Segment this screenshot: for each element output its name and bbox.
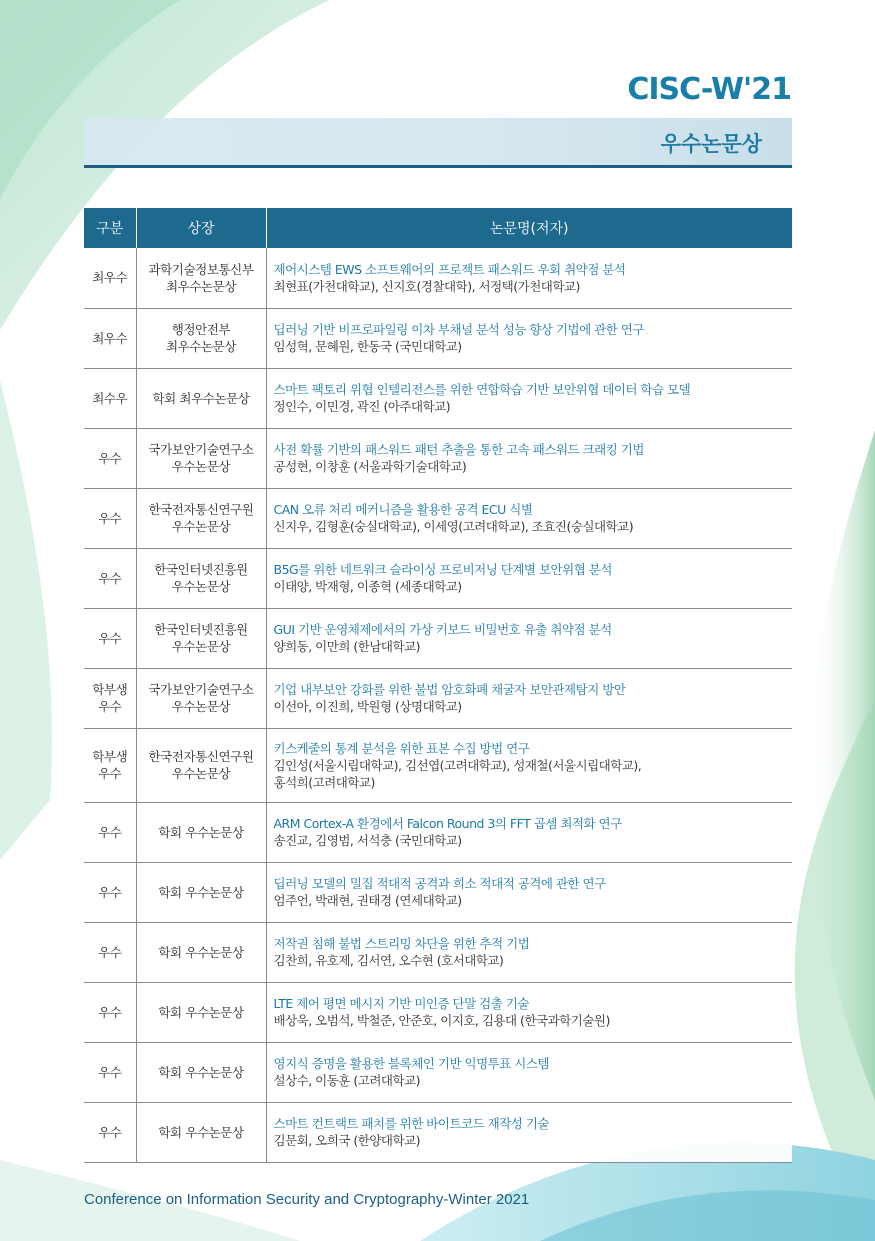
header-category: 구분 — [84, 208, 136, 248]
paper-cell — [266, 862, 792, 922]
table-row — [84, 428, 792, 488]
award-category-cell: 우수 — [84, 862, 136, 922]
award-category-cell: 우수 — [84, 548, 136, 608]
paper-authors: 김문회, 오희국 (한양대학교) — [273, 1133, 420, 1148]
table-row — [84, 802, 792, 862]
award-category-cell: 우수 — [84, 802, 136, 862]
paper-title: GUI 기반 운영체제에서의 가상 키보드 비밀번호 유출 취약점 분석 — [273, 622, 612, 637]
table-header-row — [84, 208, 792, 248]
paper-cell — [266, 428, 792, 488]
paper-title: CAN 오류 처리 메커니즘을 활용한 공격 ECU 식별 — [273, 502, 533, 517]
award-name-cell: 한국전자통신연구원 우수논문상 — [136, 728, 266, 802]
paper-authors: 최현표(가천대학교), 신지호(경찰대학), 서정택(가천대학교) — [273, 278, 580, 294]
paper-cell — [266, 922, 792, 982]
award-name-cell: 학회 최우수논문상 — [136, 368, 266, 428]
table-row — [84, 922, 792, 982]
award-category-cell: 학부생 우수 — [84, 668, 136, 728]
award-name-cell: 학회 우수논문상 — [136, 922, 266, 982]
award-category-cell: 우수 — [84, 428, 136, 488]
paper-cell — [266, 248, 792, 308]
paper-title: 저작권 침해 불법 스트리밍 차단을 위한 추적 기법 — [273, 936, 530, 951]
paper-authors: 신지우, 김형훈(숭실대학교), 이세영(고려대학교), 조효진(숭실대학교) — [273, 519, 634, 534]
paper-authors: 정인수, 이민경, 곽진 (아주대학교) — [273, 399, 451, 414]
paper-authors: 이태양, 박재형, 이종혁 (세종대학교) — [273, 579, 462, 594]
paper-authors: 공성현, 이창훈 (서울과학기술대학교) — [273, 459, 467, 474]
paper-title: B5G를 위한 네트워크 슬라이싱 프로비저닝 단계별 보안위협 분석 — [273, 562, 612, 577]
header-award: 상장 — [136, 208, 266, 248]
table-row — [84, 862, 792, 922]
award-category-cell: 우수 — [84, 982, 136, 1042]
paper-cell — [266, 802, 792, 862]
award-category-cell: 학부생 우수 — [84, 728, 136, 802]
award-category-cell: 우수 — [84, 608, 136, 668]
section-banner — [84, 118, 792, 168]
award-name-cell: 학회 우수논문상 — [136, 802, 266, 862]
award-category-cell: 최우수 — [84, 248, 136, 308]
award-name-cell: 한국전자통신연구원 우수논문상 — [136, 488, 266, 548]
table-row — [84, 488, 792, 548]
award-category-cell: 우수 — [84, 922, 136, 982]
award-name-cell: 한국인터넷진흥원 우수논문상 — [136, 608, 266, 668]
table-row — [84, 548, 792, 608]
award-name-cell: 행정안전부 최우수논문상 — [136, 308, 266, 368]
paper-authors: 배상욱, 오범석, 박철준, 안준호, 이지호, 김용대 (한국과학기술원) — [273, 1013, 610, 1028]
table-row — [84, 608, 792, 668]
award-name-cell: 학회 우수논문상 — [136, 1102, 266, 1162]
table-row — [84, 308, 792, 368]
paper-cell — [266, 368, 792, 428]
table-row — [84, 728, 792, 802]
paper-cell — [266, 488, 792, 548]
awards-table — [84, 208, 792, 1163]
award-name-cell: 학회 우수논문상 — [136, 862, 266, 922]
paper-title: 스마트 컨트랙트 패치를 위한 바이트코드 재작성 기술 — [273, 1116, 549, 1131]
paper-cell — [266, 982, 792, 1042]
paper-authors: 설상수, 이동훈 (고려대학교) — [273, 1073, 420, 1088]
award-category-cell: 우수 — [84, 1042, 136, 1102]
paper-title: 사전 확률 기반의 패스워드 패턴 추출을 통한 고속 패스워드 크래킹 기법 — [273, 442, 644, 457]
paper-authors: 양희동, 이만희 (한남대학교) — [273, 639, 420, 654]
award-name-cell: 과학기술정보통신부 최우수논문상 — [136, 248, 266, 308]
paper-authors: 송진교, 김영범, 서석충 (국민대학교) — [273, 833, 462, 848]
paper-cell — [266, 1042, 792, 1102]
section-title: 우수논문상 — [660, 132, 762, 156]
paper-title: LTE 제어 평면 메시지 기반 미인증 단말 검출 기술 — [273, 996, 529, 1011]
paper-title: ARM Cortex-A 환경에서 Falcon Round 3의 FFT 곱셈 최적화 연구 — [273, 816, 622, 831]
paper-title: 키스케줄의 통계 분석을 위한 표본 수집 방법 연구 — [273, 740, 530, 756]
table-row — [84, 248, 792, 308]
paper-cell — [266, 608, 792, 668]
paper-title: 딥러닝 기반 비프로파일링 이차 부채널 분석 성능 향상 기법에 관한 연구 — [273, 322, 644, 337]
award-name-cell: 학회 우수논문상 — [136, 1042, 266, 1102]
table-row — [84, 1042, 792, 1102]
awards-table-body — [84, 248, 792, 1162]
paper-cell — [266, 668, 792, 728]
paper-cell — [266, 308, 792, 368]
paper-cell — [266, 728, 792, 802]
paper-authors: 김인성(서울시립대학교), 김선엽(고려대학교), 성재철(서울시립대학교), 홍석희(고려대학교) — [273, 757, 642, 790]
award-name-cell: 학회 우수논문상 — [136, 982, 266, 1042]
award-name-cell: 국가보안기술연구소 우수논문상 — [136, 428, 266, 488]
paper-authors: 임성혁, 문혜원, 한동국 (국민대학교) — [273, 339, 462, 354]
paper-authors: 김찬희, 유호제, 김서연, 오수현 (호서대학교) — [273, 953, 504, 968]
paper-cell — [266, 548, 792, 608]
paper-authors: 엄주언, 박래현, 권태경 (연세대학교) — [273, 893, 462, 908]
award-category-cell: 최수우 — [84, 368, 136, 428]
paper-authors: 이선아, 이진희, 박원형 (상명대학교) — [273, 699, 462, 714]
award-category-cell: 최우수 — [84, 308, 136, 368]
award-name-cell: 한국인터넷진흥원 우수논문상 — [136, 548, 266, 608]
header-paper: 논문명(저자) — [266, 208, 792, 248]
table-row — [84, 1102, 792, 1162]
paper-title: 스마트 팩토리 위협 인텔리전스를 위한 연합학습 기반 보안위협 데이터 학습 모델 — [273, 382, 691, 397]
award-name-cell: 국가보안기술연구소 우수논문상 — [136, 668, 266, 728]
paper-title: 제어시스템 EWS 소프트웨어의 프로젝트 패스워드 우회 취약점 분석 — [273, 261, 626, 277]
award-category-cell: 우수 — [84, 1102, 136, 1162]
paper-title: 딥러닝 모델의 밀집 적대적 공격과 희소 적대적 공격에 관한 연구 — [273, 876, 606, 891]
table-row — [84, 982, 792, 1042]
table-row — [84, 368, 792, 428]
paper-cell — [266, 1102, 792, 1162]
paper-title: 영지식 증명을 활용한 블록체인 기반 익명투표 시스템 — [273, 1056, 549, 1071]
footer-text: Conference on Information Security and Cryptography-Winter 2021 — [84, 1191, 530, 1208]
conference-logo: CISC-W'21 — [627, 72, 791, 107]
table-row — [84, 668, 792, 728]
paper-title: 기업 내부보안 강화를 위한 불법 암호화폐 채굴자 보안관제탐지 방안 — [273, 682, 626, 697]
award-category-cell: 우수 — [84, 488, 136, 548]
